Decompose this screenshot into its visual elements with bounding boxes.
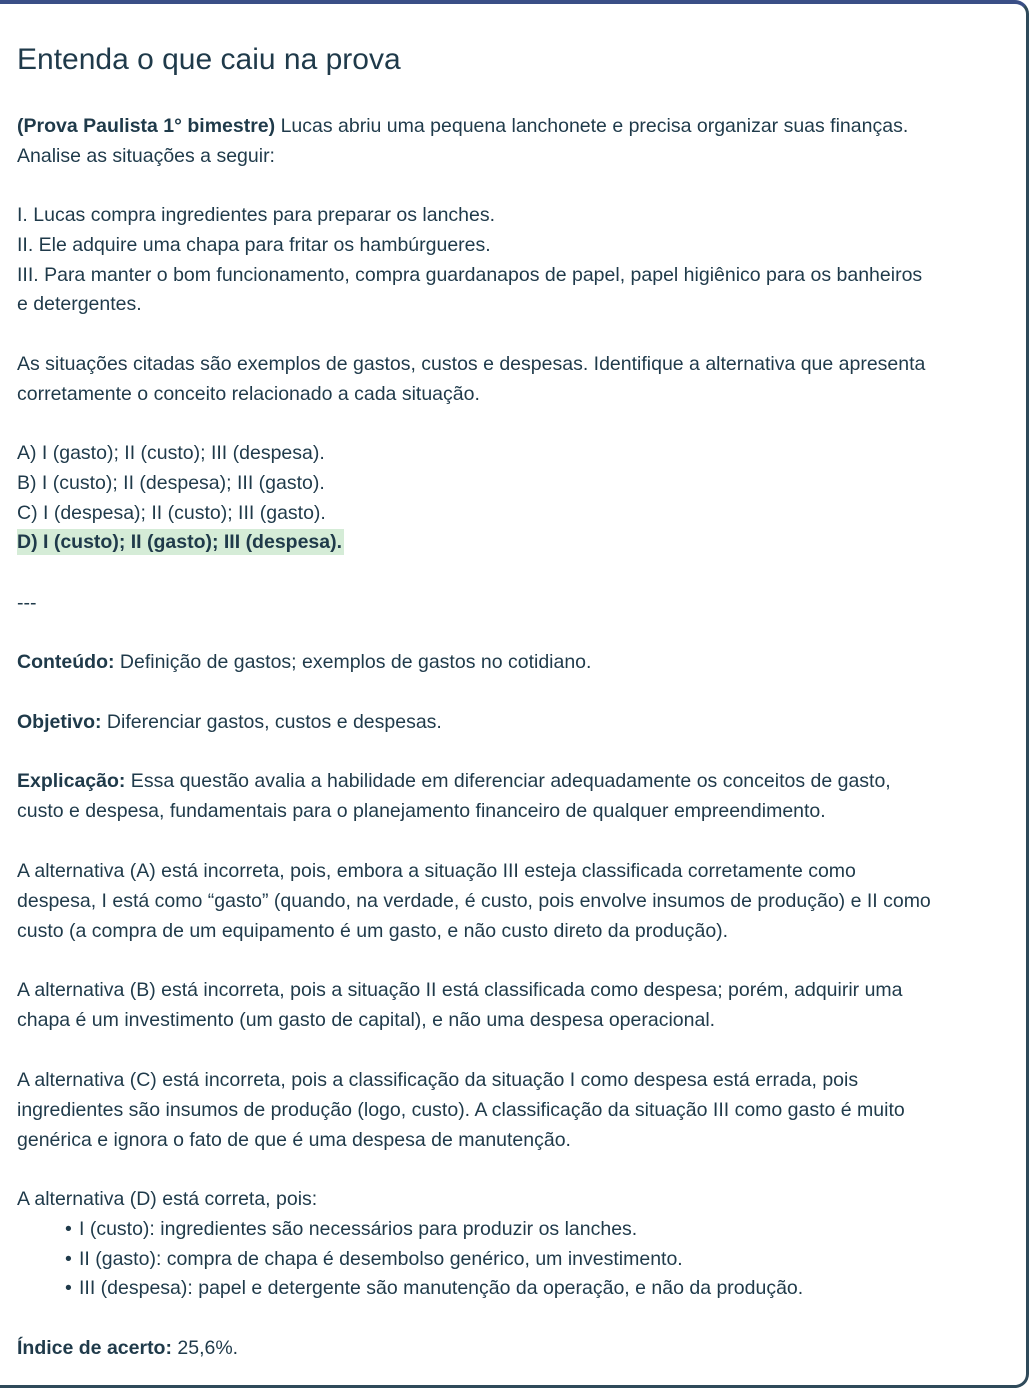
paragraph-line: chapa é um investimento (um gasto de capital), e não uma despesa operacional.	[17, 1008, 716, 1031]
question-statement	[17, 112, 1007, 172]
objective-text: Diferenciar gastos, custos e despesas.	[101, 711, 442, 733]
separator-text: ---	[17, 592, 37, 614]
explanation-line: Essa questão avalia a habilidade em diferenciar adequadamente os conceitos de gasto,	[125, 770, 891, 792]
question-source: (Prova Paulista 1° bimestre)	[17, 115, 276, 137]
situation-item: I. Lucas compra ingredientes para preparar os lanches.	[17, 204, 496, 226]
bullet-item	[65, 1245, 1005, 1275]
question-intro-2: Analise as situações a seguir:	[17, 144, 275, 167]
answer-options	[17, 439, 1007, 558]
paragraph-line: A alternativa (D) está correta, pois:	[17, 1188, 318, 1210]
option-a: A) I (gasto); II (custo); III (despesa).	[17, 442, 325, 464]
bullet-item	[65, 1215, 1005, 1245]
paragraph-line: A alternativa (A) está incorreta, pois, embora a situação III esteja classificada corretamente como	[17, 860, 856, 882]
alternative-b-explanation	[17, 976, 1007, 1036]
objective-label: Objetivo:	[17, 711, 102, 733]
bullet-item	[65, 1274, 1005, 1304]
option-d-correct: D) I (custo); II (gasto); III (despesa).	[17, 531, 343, 554]
explanation-label: Explicação:	[17, 770, 126, 792]
bullet-text: III (despesa): papel e detergente são manutenção da operação, e não da produção.	[79, 1277, 804, 1299]
bullet-text: II (gasto): compra de chapa é desembolso genérico, um investimento.	[79, 1247, 683, 1270]
option-c: C) I (despesa); II (custo); III (gasto).	[17, 501, 326, 524]
success-rate-label: Índice de acerto:	[17, 1337, 172, 1359]
paragraph-line: A alternativa (B) está incorreta, pois a situação II está classificada como despesa; porém, adquirir uma	[17, 979, 903, 1001]
prompt-line: As situações citadas são exemplos de gastos, custos e despesas. Identifique a alternativa que apresenta	[17, 353, 926, 375]
option-b: B) I (custo); II (despesa); III (gasto).	[17, 471, 325, 494]
paragraph-line: custo (a compra de um equipamento é um gasto, e não custo direto da produção).	[17, 919, 729, 942]
success-rate-section	[17, 1334, 1007, 1364]
situations-list	[17, 201, 1007, 320]
bullet-dot-icon: •	[65, 1277, 72, 1299]
bullet-text: I (custo): ingredientes são necessários para produzir os lanches.	[79, 1218, 638, 1240]
alternative-d-bullets	[65, 1215, 1005, 1304]
bullet-dot-icon: •	[65, 1247, 72, 1270]
question-prompt	[17, 350, 1007, 410]
content-label: Conteúdo:	[17, 651, 115, 673]
content-text: Definição de gastos; exemplos de gastos no cotidiano.	[114, 651, 592, 673]
situation-item: II. Ele adquire uma chapa para fritar os hambúrgueres.	[17, 233, 491, 256]
situation-item: III. Para manter o bom funcionamento, compra guardanapos de papel, papel higiênico para os banheiros	[17, 263, 923, 286]
alternative-d-explanation	[17, 1185, 1007, 1215]
prompt-line: corretamente o conceito relacionado a cada situação.	[17, 382, 480, 405]
content-section	[17, 648, 1007, 678]
alternative-a-explanation	[17, 857, 1007, 946]
paragraph-line: A alternativa (C) está incorreta, pois a classificação da situação I como despesa está errada, pois	[17, 1069, 859, 1091]
separator	[17, 589, 1007, 619]
explanation-section	[17, 767, 1007, 827]
success-rate-value: 25,6%.	[171, 1337, 239, 1359]
bullet-dot-icon: •	[65, 1218, 72, 1240]
paragraph-line: ingredientes são insumos de produção (logo, custo). A classificação da situação III como gasto é muito	[17, 1098, 905, 1121]
explanation-line: custo e despesa, fundamentais para o planejamento financeiro de qualquer empreendimento.	[17, 799, 826, 822]
paragraph-line: genérica e ignora o fato de que é uma despesa de manutenção.	[17, 1128, 571, 1151]
question-intro: Lucas abriu uma pequena lanchonete e precisa organizar suas finanças.	[275, 115, 909, 137]
alternative-c-explanation	[17, 1066, 1007, 1155]
paragraph-line: despesa, I está como “gasto” (quando, na verdade, é custo, pois envolve insumos de produção) e II como	[17, 889, 931, 912]
page-title: Entenda o que caiu na prova	[17, 43, 401, 76]
objective-section	[17, 708, 1007, 738]
situation-item: e detergentes.	[17, 293, 142, 316]
